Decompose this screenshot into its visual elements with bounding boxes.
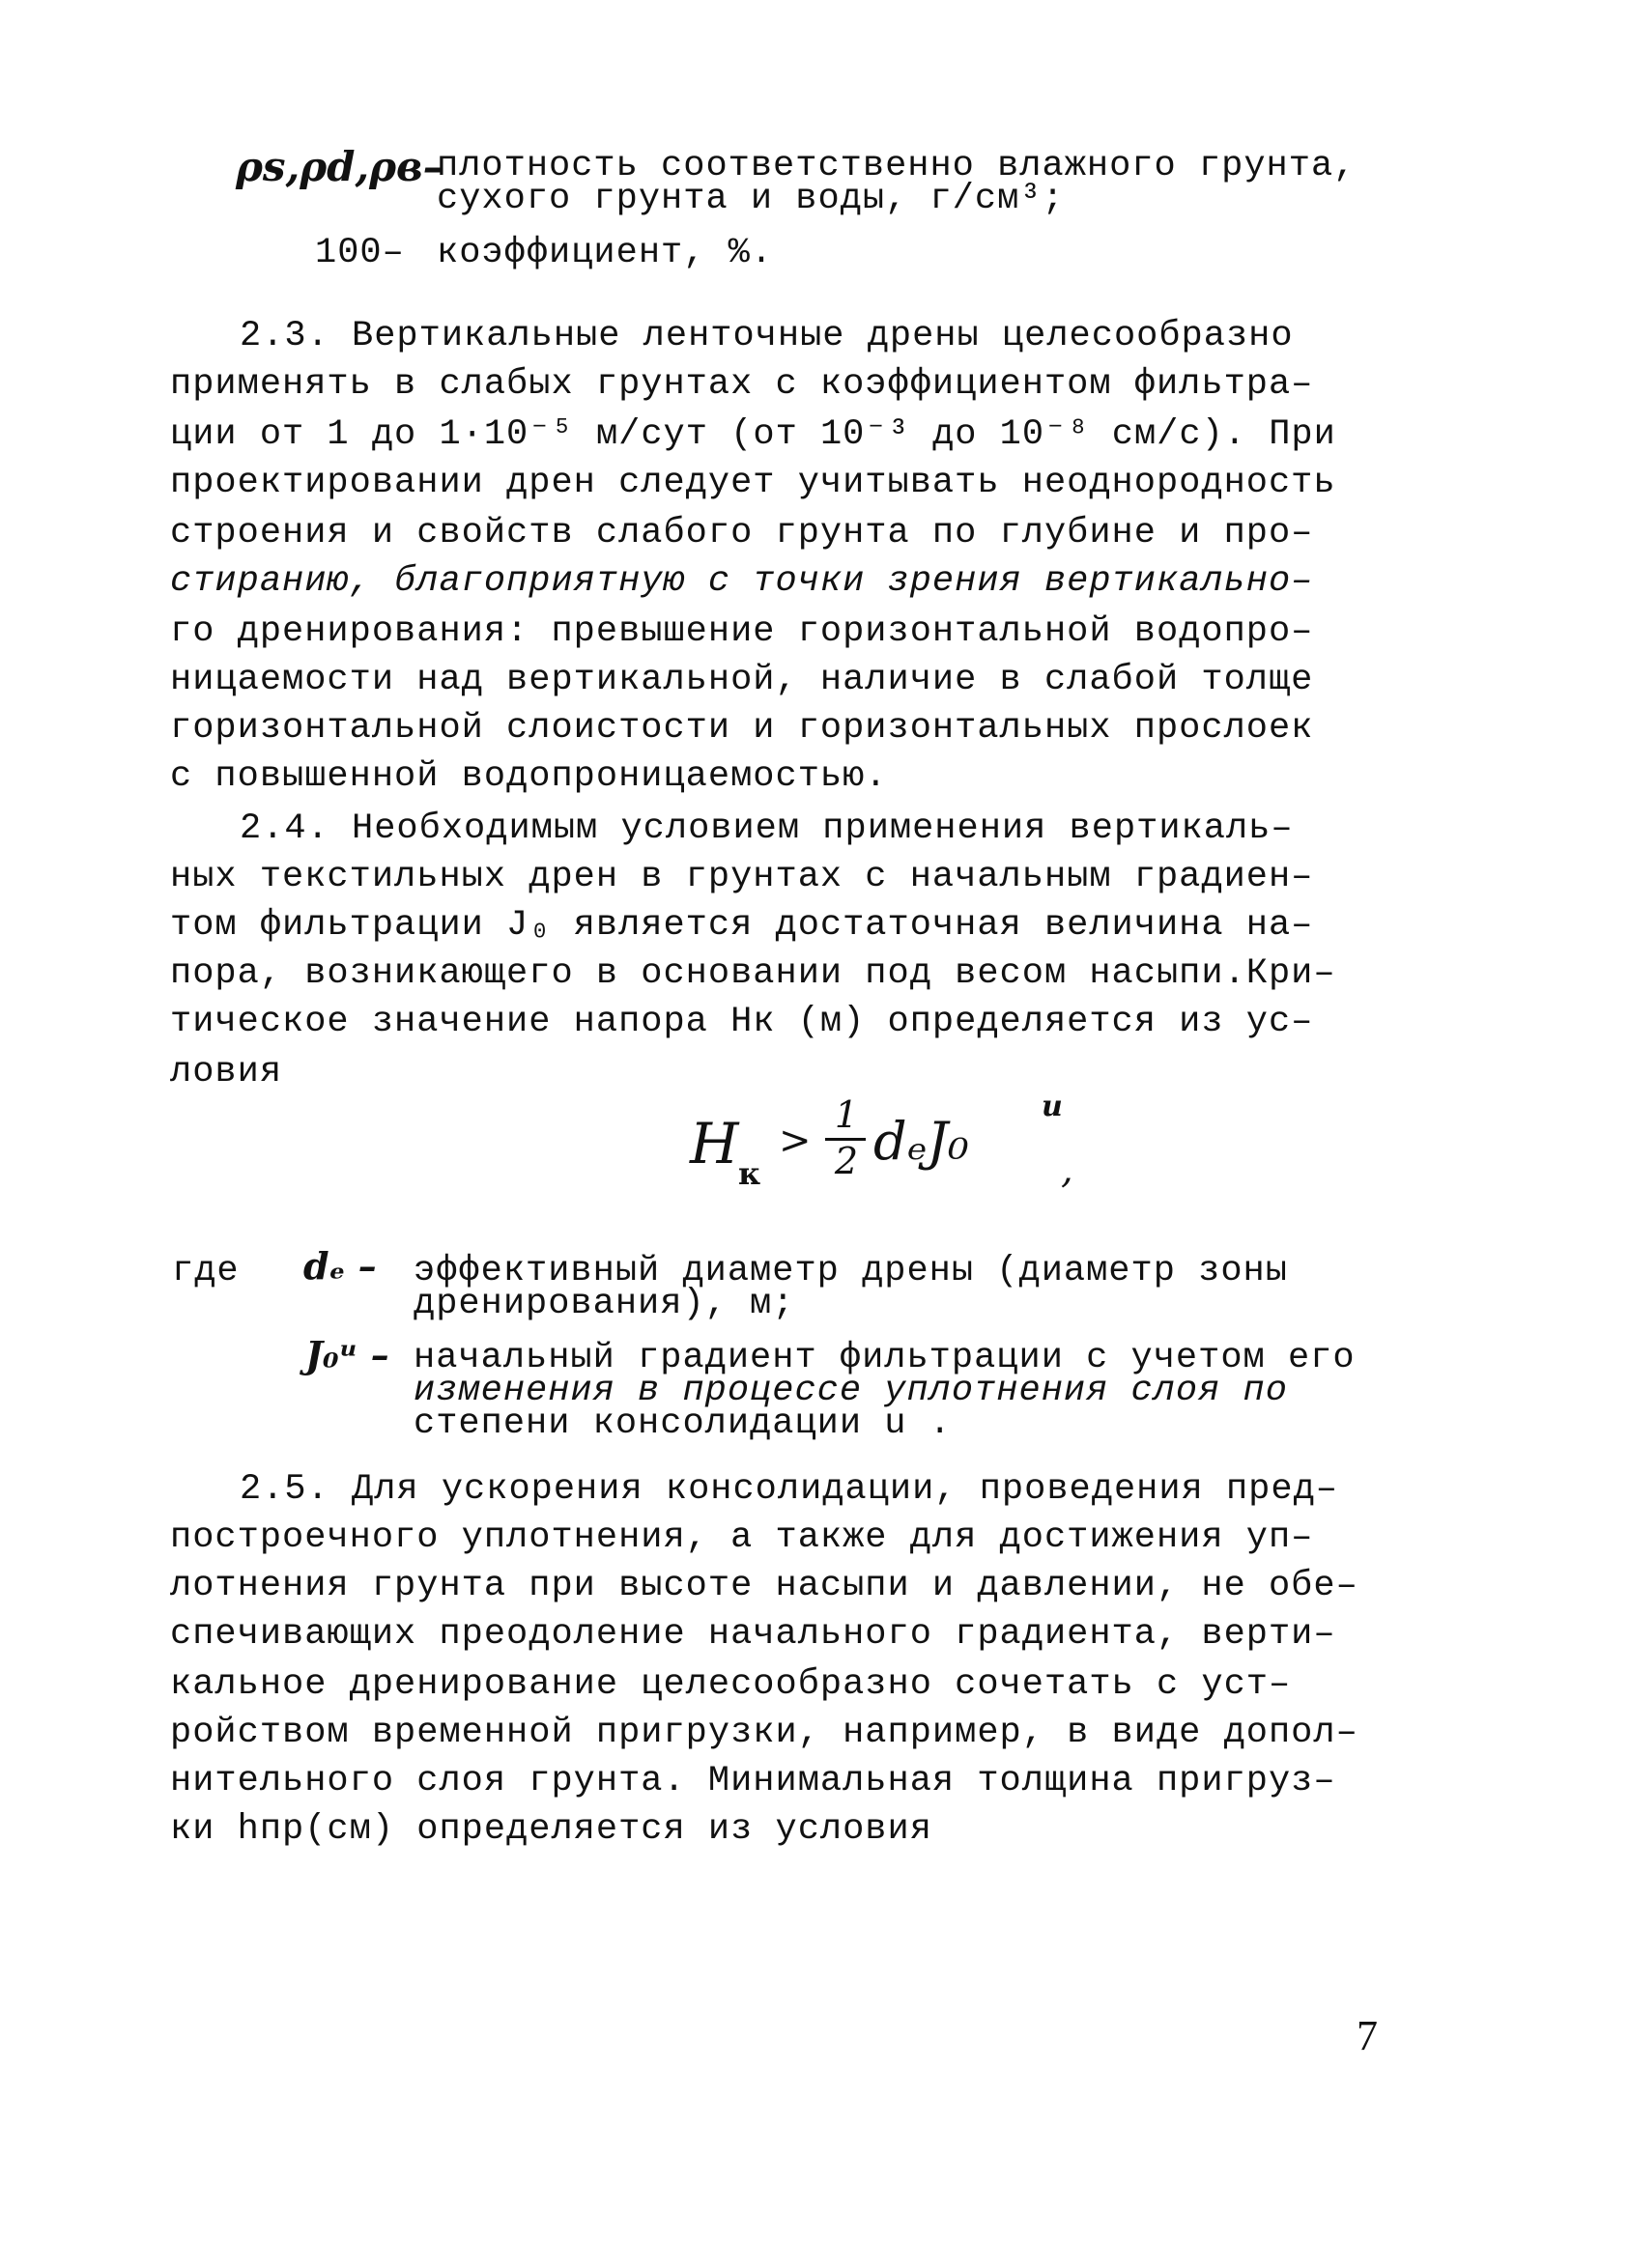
formula-trailing-comma: , (1061, 1148, 1073, 1192)
section-2-3-line: 2.3. Вертикальные ленточные дрены целесообразно (240, 316, 1294, 356)
density-symbols: ρs,ρd,ρв– (236, 143, 443, 190)
where-label: где (172, 1251, 240, 1291)
density-definition-line-2: сухого грунта и воды, г/см³; (437, 179, 1065, 219)
formula-rhs: dₑJ₀ (873, 1111, 969, 1172)
section-2-5-line: 2.5. Для ускорения консолидации, проведения пред– (240, 1469, 1338, 1510)
formula-operator: > (779, 1119, 812, 1163)
j0u-symbol: J₀ᵘ – (305, 1333, 389, 1376)
j0u-definition-line-2: изменения в процессе уплотнения слоя по (414, 1371, 1288, 1411)
section-2-4-line: тическое значение напора Hк (м) определяется из ус– (170, 1002, 1314, 1042)
section-2-3-line: стиранию, благоприятную с точки зрения вертикально– (170, 561, 1314, 602)
formula-fraction-numerator: 1 (834, 1093, 859, 1136)
density-definition-line-1: плотность соответственно влажного грунта, (437, 146, 1357, 186)
section-2-5-line: ройством временной пригрузки, например, в виде допол– (170, 1713, 1358, 1753)
section-2-5-line: кальное дренирование целесообразно сочетать с уст– (170, 1664, 1292, 1705)
section-2-3-line: с повышенной водопроницаемостью. (170, 756, 888, 797)
section-2-3-line: применять в слабых грунтах с коэффициентом фильтра– (170, 364, 1314, 405)
section-2-5-line: лотнения грунта при высоте насыпи и давлении, не обе– (170, 1566, 1358, 1606)
section-2-4-line: пора, возникающего в основании под весом насыпи.Кри– (170, 953, 1336, 994)
de-definition-line-2: дренирования), м; (414, 1284, 795, 1324)
section-2-5-line: нительного слоя грунта. Минимальная толщина пригруз– (170, 1761, 1336, 1801)
section-2-3-line: горизонтальной слоистости и горизонтальных прослоек (170, 708, 1314, 749)
section-2-3-line: строения и свойств слабого грунта по глубине и про– (170, 513, 1314, 553)
section-2-4-line: ловия (170, 1052, 283, 1092)
section-2-4-line: том фильтрации J₀ является достаточная величина на– (170, 905, 1314, 946)
section-2-4-line: 2.4. Необходимым условием применения вертикаль– (240, 808, 1294, 849)
section-2-3-line: проектировании дрен следует учитывать неоднородность (170, 463, 1336, 503)
coefficient-definition: коэффициент, %. (437, 233, 774, 273)
de-definition-line-1: эффективный диаметр дрены (диаметр зоны (414, 1251, 1288, 1291)
section-2-4-line: ных текстильных дрен в грунтах с начальным градиен– (170, 857, 1314, 897)
formula-lhs-subscript: к (738, 1155, 761, 1192)
coefficient-symbol: 100– (315, 233, 405, 273)
de-symbol: dₑ – (303, 1244, 377, 1288)
formula-lhs: H (690, 1111, 739, 1177)
formula-fraction-denominator: 2 (834, 1140, 859, 1182)
section-2-3-line: го дренирования: превышение горизонтальной водопро– (170, 611, 1314, 652)
formula-rhs-superscript: u (1042, 1090, 1063, 1123)
page-number: 7 (1357, 2012, 1378, 2059)
section-2-5-line: ки hпр(см) определяется из условия (170, 1809, 932, 1850)
section-2-3-line: ции от 1 до 1·10⁻⁵ м/сут (от 10⁻³ до 10⁻⁸ см/с). При (170, 414, 1336, 455)
j0u-definition-line-3: степени консолидации u . (414, 1403, 952, 1444)
section-2-5-line: построечного уплотнения, а также для достижения уп– (170, 1517, 1314, 1558)
j0u-definition-line-1: начальный градиент фильтрации с учетом его (414, 1338, 1356, 1378)
section-2-3-line: ницаемости над вертикальной, наличие в слабой толще (170, 660, 1314, 700)
section-2-5-line: спечивающих преодоление начального градиента, верти– (170, 1614, 1336, 1655)
